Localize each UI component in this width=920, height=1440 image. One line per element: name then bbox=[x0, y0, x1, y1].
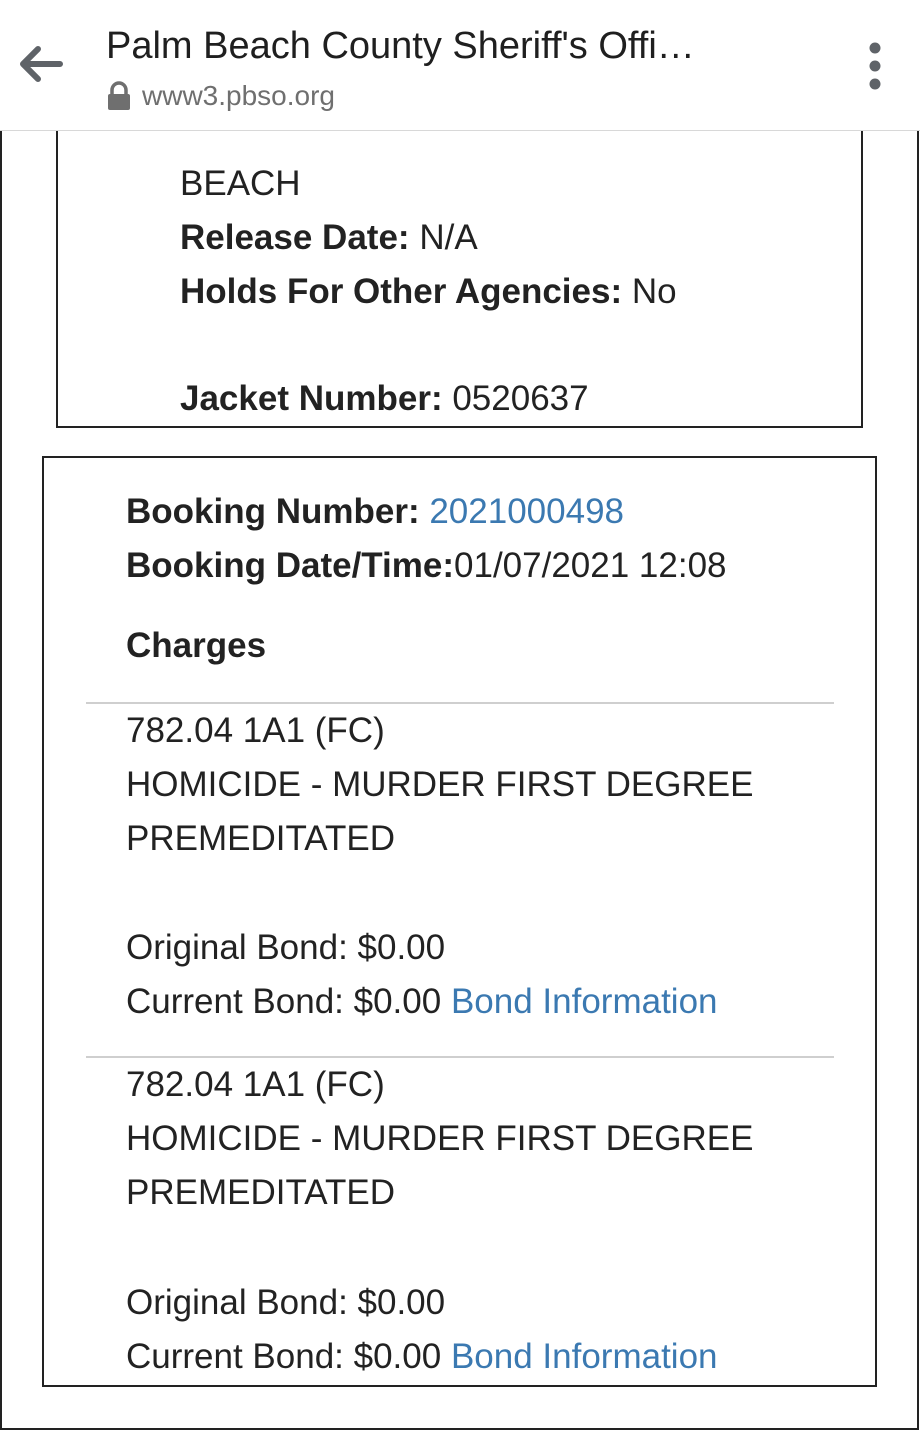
outer-border-left bbox=[0, 130, 2, 1430]
lock-icon bbox=[106, 81, 132, 111]
booking-datetime-value: 01/07/2021 12:08 bbox=[454, 546, 727, 585]
booking-number-label: Booking Number: bbox=[126, 492, 420, 531]
page-content bbox=[0, 130, 920, 1440]
charges-heading bbox=[126, 619, 266, 673]
current-bond: Current Bond: $0.00 bbox=[126, 982, 442, 1021]
bond-information-link[interactable]: Bond Information bbox=[450, 1337, 718, 1376]
url-text: www3.pbso.org bbox=[142, 80, 335, 111]
booking-number-link[interactable]: 2021000498 bbox=[429, 492, 624, 531]
back-button[interactable] bbox=[12, 36, 68, 92]
charge-description-line2: PREMEDITATED bbox=[126, 819, 395, 858]
url-bar[interactable] bbox=[106, 76, 335, 116]
jacket-number-row bbox=[180, 372, 589, 426]
charge-description-line1: HOMICIDE - MURDER FIRST DEGREE bbox=[126, 1119, 754, 1158]
current-bond-row bbox=[126, 1330, 718, 1384]
current-bond-row bbox=[126, 975, 718, 1029]
charge-statute: 782.04 1A1 (FC) bbox=[126, 711, 385, 750]
current-bond: Current Bond: $0.00 bbox=[126, 1337, 442, 1376]
vertical-dots-icon bbox=[850, 38, 900, 94]
holds-row bbox=[180, 265, 677, 319]
holds-value: No bbox=[631, 272, 677, 311]
booking-number-row bbox=[126, 485, 624, 539]
charges-heading-text: Charges bbox=[126, 626, 267, 665]
outer-border-right bbox=[917, 130, 919, 1430]
release-date-value: N/A bbox=[419, 218, 478, 257]
browser-toolbar bbox=[0, 0, 920, 131]
release-date-label: Release Date: bbox=[180, 218, 410, 257]
booking-box bbox=[42, 456, 877, 1387]
bond-information-link[interactable]: Bond Information bbox=[450, 982, 718, 1021]
holds-label: Holds For Other Agencies: bbox=[180, 272, 623, 311]
charge-description-line2: PREMEDITATED bbox=[126, 1173, 395, 1212]
arrow-left-icon bbox=[12, 36, 68, 92]
outer-border-bottom bbox=[0, 1428, 919, 1430]
charge-statute: 782.04 1A1 (FC) bbox=[126, 1065, 385, 1104]
booking-datetime-label: Booking Date/Time: bbox=[126, 546, 455, 585]
release-date-row bbox=[180, 211, 478, 265]
arresting-agency-value-cont: BEACH bbox=[180, 164, 301, 203]
original-bond: Original Bond: $0.00 bbox=[126, 1283, 446, 1322]
jacket-number-value: 0520637 bbox=[452, 379, 589, 418]
jacket-number-label: Jacket Number: bbox=[180, 379, 443, 418]
more-options-button[interactable] bbox=[850, 38, 900, 94]
original-bond: Original Bond: $0.00 bbox=[126, 928, 446, 967]
booking-datetime-row bbox=[126, 539, 727, 593]
charge-description-line1: HOMICIDE - MURDER FIRST DEGREE bbox=[126, 765, 754, 804]
page-title: Palm Beach County Sheriff's Offi… bbox=[106, 25, 695, 67]
inmate-info-box bbox=[56, 130, 863, 428]
